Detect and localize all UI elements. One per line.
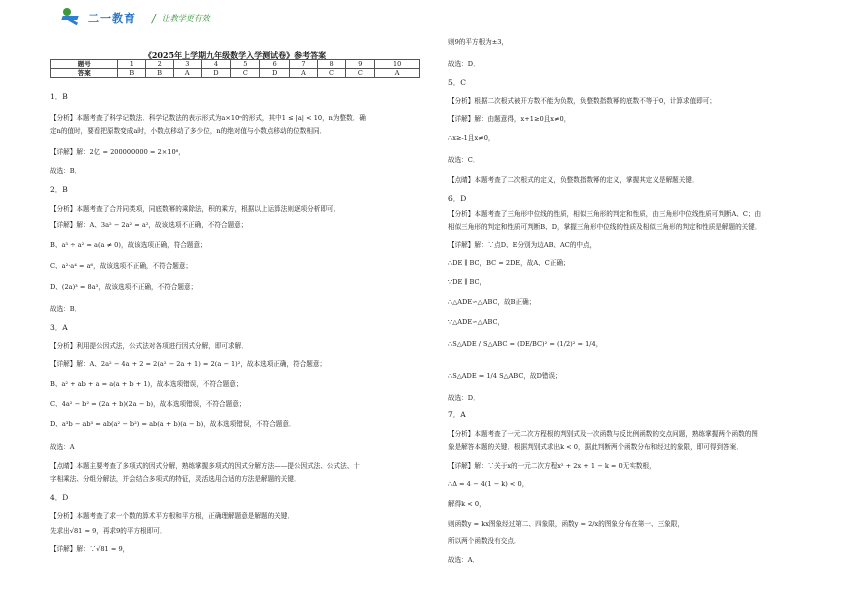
solution-line: 则9的平方根为±3， [448, 38, 509, 46]
solution-line: ∴S△ADE / S△ABC = (DE/BC)² = (1/2)² = 1/4， [448, 340, 603, 348]
solution-line: 【详解】解：∵√81 = 9， [50, 545, 130, 553]
question-number: 1 [118, 60, 146, 69]
header-logo [60, 8, 210, 28]
solution-line: ∵DE ∥ BC， [448, 278, 487, 286]
solution-line: 故选：A [50, 443, 75, 451]
solution-line: 定n的值时，要看把原数变成a时，小数点移动了多少位，n的绝对值与小数点移动的位数相同． [50, 127, 327, 135]
solution-line: 则函数y = kx图象经过第二、四象限，函数y = 2/x的图象分布在第一、三象限， [448, 520, 684, 528]
solution-line: 【点睛】本题考查了二次根式的定义，负整数指数幂的定义，掌握其定义是解题关键． [448, 176, 699, 184]
solution-line: 【详解】解：∵点D、E分别为边AB、AC的中点， [448, 241, 597, 249]
solution-line: 【分析】本题考查了科学记数法．科学记数法的表示形式为a×10ⁿ的形式，其中1 ≤ |a| < 10，n为整数．确 [50, 114, 366, 122]
header-slogan: 让教学更有效 [161, 13, 210, 23]
solution-line: 【详解】解：2亿 = 200000000 = 2×10⁸， [50, 148, 185, 156]
solution-line: 故选：D． [448, 60, 480, 68]
question-number: 5 [231, 60, 260, 69]
question-number: 9 [346, 60, 375, 69]
solution-line: 【分析】本题考查了一元二次方程根的判别式及一次函数与反比例函数的交点问题，熟练掌握两个函数的图 [448, 430, 758, 438]
solution-line: 【详解】解：A、3a² − 2a² = a²，故该选项不正确，不符合题意； [50, 221, 248, 229]
solution-line: 故选：C． [448, 156, 480, 164]
question-number: 4 [201, 60, 231, 69]
solution-line: 故选：B． [50, 305, 82, 313]
solution-line: 【分析】本题考查了三角形中位线的性质，相似三角形的判定和性质，由三角形中位线性质可判断A、C；由 [448, 210, 762, 218]
solution-line: 【点睛】本题主要考查了多项式的因式分解，熟练掌握多项式的因式分解方法——提公因式法、公式法、十 [50, 462, 360, 470]
answer-table [50, 59, 420, 78]
solution-line: 【详解】解：∵关于x的一元二次方程x² + 2x + 1 − k = 0无实数根， [448, 462, 656, 470]
solution-line: 【分析】利用提公因式法，公式法对各项进行因式分解，即可求解． [50, 342, 248, 350]
answer-cell: B [118, 69, 146, 78]
solution-line: 【分析】本题考查了求一个数的算术平方根和平方根，正确理解题意是解题的关键． [50, 512, 294, 520]
solution-line: 象是解答本题的关键．根据判别式求出k < 0，据此判断两个函数分布和经过的象限，即可得到答案． [448, 443, 743, 451]
question-heading: 1．B [50, 92, 68, 101]
solution-line: 【分析】本题考查了合并同类项，同底数幂的乘除法，积的乘方，根据以上运算法则逐项分析即可． [50, 205, 341, 213]
solution-line: D、a³b − ab³ = ab(a² − b²) = ab(a + b)(a − b)，故本选项错误，不符合题意． [50, 420, 296, 428]
solution-line: 相似三角形的判定和性质可判断B、D，掌握三角形中位线的性质及相似三角形的判定和性质是解题的关键． [448, 223, 762, 231]
solution-line: 故选：A． [448, 556, 480, 564]
answer-cell: D [201, 69, 231, 78]
answer-cell: C [346, 69, 375, 78]
solution-line: ∴S△ADE = 1/4 S△ABC，故D错误； [448, 372, 562, 380]
answer-cell: D [260, 69, 290, 78]
solution-line: B、a³ ÷ a² = a(a ≠ 0)，故该选项正确，符合题意； [50, 241, 207, 249]
solution-line: ∴x≥-1且x≠0， [448, 134, 495, 142]
header-separator: / [152, 11, 156, 25]
answer-cell: A [174, 69, 201, 78]
question-number: 6 [260, 60, 290, 69]
solution-line: B、a² + ab + a = a(a + b + 1)，故本选项错误，不符合题意； [50, 380, 243, 388]
answer-cell: C [317, 69, 346, 78]
solution-line: ∵△ADE∽△ABC， [448, 318, 505, 326]
solution-line: 所以两个函数没有交点． [448, 537, 521, 545]
logo-text: 二一教育 [88, 12, 136, 25]
solution-line: ∴Δ = 4 − 4(1 − k) < 0， [448, 480, 529, 488]
solution-line: 【详解】解：由题意得，x+1≥0且x≠0， [448, 115, 571, 123]
question-heading: 3．A [50, 323, 68, 332]
question-number: 2 [146, 60, 174, 69]
question-heading: 2．B [50, 185, 68, 194]
solution-line: 【分析】根据二次根式被开方数不能为负数，负整数指数幂的底数不等于0，计算求值即可； [448, 97, 716, 105]
answer-table-number-row [51, 60, 420, 69]
runner-logo-icon [60, 8, 82, 28]
page-title: 《2025年上学期九年级数学入学测试卷》参考答案 [143, 50, 327, 60]
row-label: 答案 [51, 69, 118, 78]
question-heading: 5．C [448, 78, 467, 87]
solution-line: C、a²·a⁴ = a⁶，故该选项不正确，不符合题意； [50, 262, 193, 270]
solution-line: 先求出√81 = 9，再求9的平方根即可． [50, 527, 167, 535]
solution-line: ∴△ADE∽△ABC，故B正确； [448, 298, 536, 306]
solution-line: D、(2a)³ = 8a³，故该选项不正确，不符合题意； [50, 283, 198, 291]
solution-line: 故选：D． [448, 394, 480, 402]
solution-line: 解得k < 0， [448, 500, 486, 508]
answer-cell: B [146, 69, 174, 78]
solution-line: ∴DE ∥ BC，BC = 2DE，故A、C正确； [448, 259, 570, 267]
row-label: 题号 [51, 60, 118, 69]
solution-line: 【详解】解：A、2a² − 4a + 2 = 2(a² − 2a + 1) = 2(a − 1)²，故本选项正确，符合题意； [50, 360, 327, 368]
question-heading: 7．A [448, 410, 466, 419]
solution-line: C、4a² − b² = (2a + b)(2a − b)，故本选项错误，不符合题意； [50, 400, 246, 408]
answer-cell: A [290, 69, 317, 78]
question-heading: 6．D [448, 194, 467, 203]
solution-line: 故选：B． [50, 167, 82, 175]
answer-cell: A [375, 69, 420, 78]
answer-table-answer-row [51, 69, 420, 78]
solution-line: 字相乘法、分组分解法，并会结合多项式的特征，灵活选用合适的方法是解题的关键． [50, 475, 301, 483]
question-number: 3 [174, 60, 201, 69]
question-number: 8 [317, 60, 346, 69]
question-number: 10 [375, 60, 420, 69]
answer-cell: C [231, 69, 260, 78]
question-heading: 4．D [50, 493, 69, 502]
question-number: 7 [290, 60, 317, 69]
